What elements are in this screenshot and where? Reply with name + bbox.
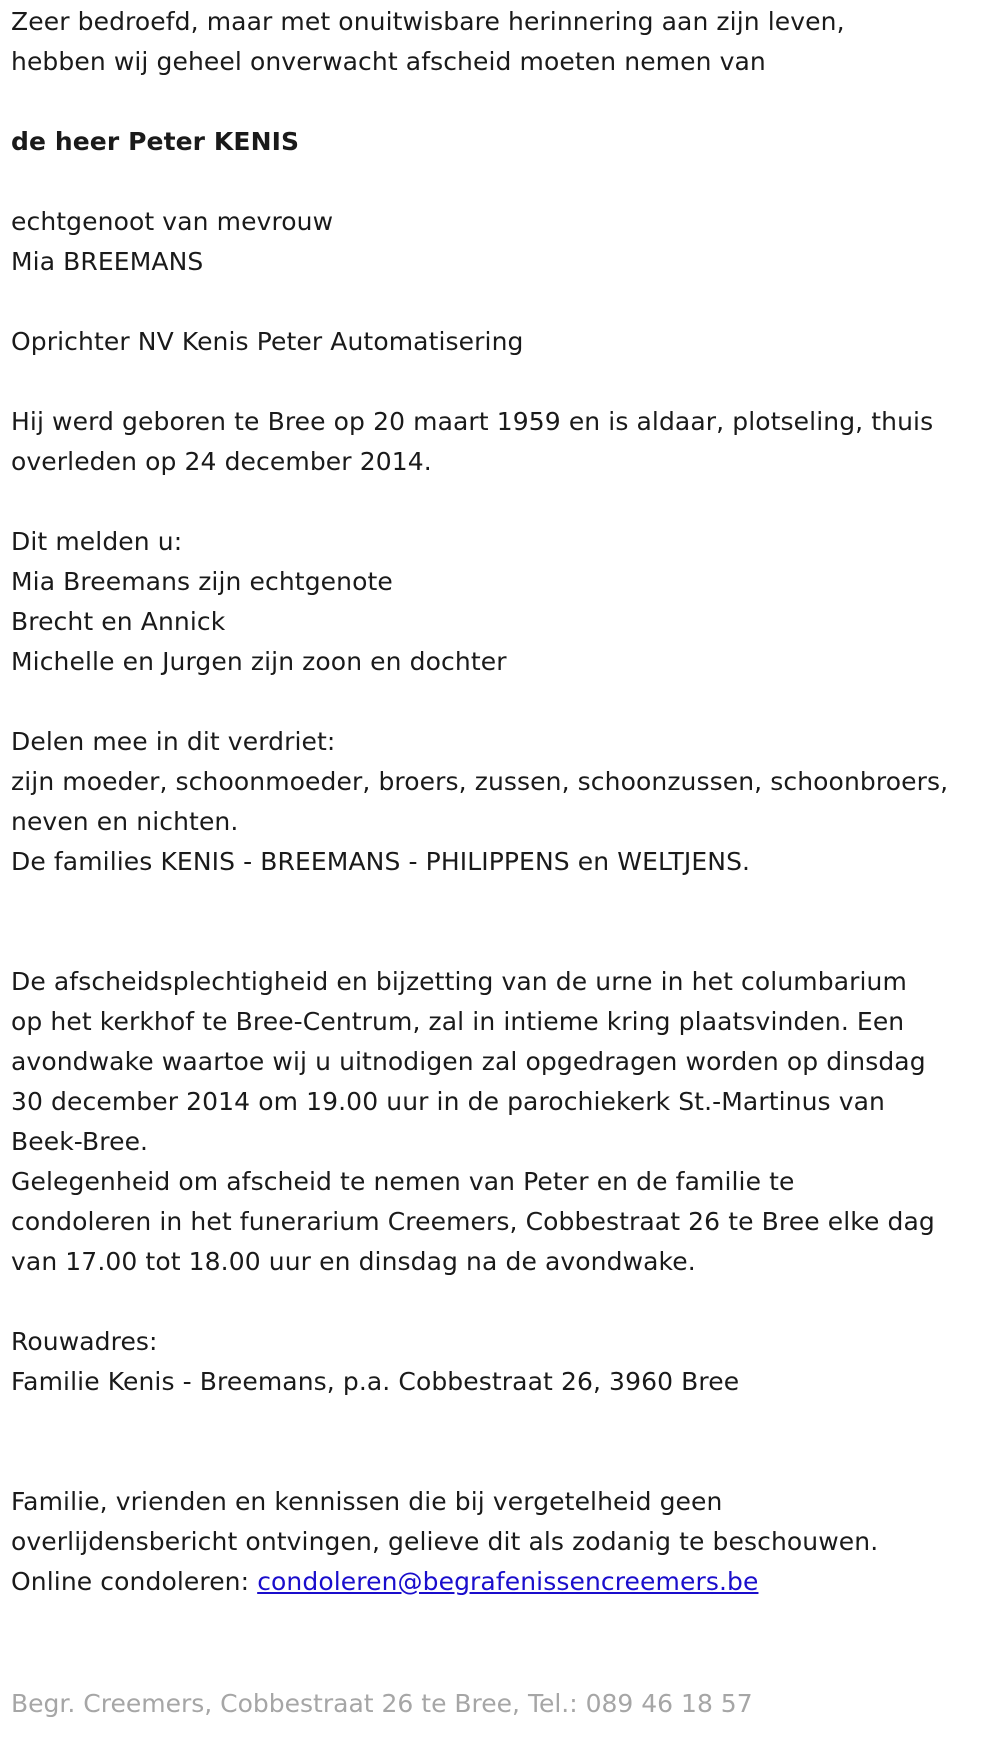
ceremony-line: 30 december 2014 om 19.00 uur in de parochiekerk St.-Martinus van (11, 1087, 885, 1116)
sharing-line: neven en nichten. (11, 807, 239, 836)
spacer (11, 682, 990, 722)
ceremony-line: op het kerkhof te Bree-Centrum, zal in intieme kring plaatsvinden. Een (11, 1007, 905, 1036)
intro-line-2: hebben wij geheel onverwacht afscheid moeten nemen van (11, 47, 766, 76)
ceremony-line: condoleren in het funerarium Creemers, Cobbestraat 26 te Bree elke dag (11, 1207, 935, 1236)
condolence-label: Online condoleren: (11, 1567, 258, 1596)
mourning-address-heading: Rouwadres: (11, 1327, 158, 1356)
intro-line-1: Zeer bedroefd, maar met onuitwisbare herinnering aan zijn leven, (11, 7, 845, 36)
closing-line-1: Familie, vrienden en kennissen die bij vergetelheid geen (11, 1487, 723, 1516)
sharing-line: De families KENIS - BREEMANS - PHILIPPENS en WELTJENS. (11, 847, 751, 876)
closing-line-2: overlijdensbericht ontvingen, gelieve dit als zodanig te beschouwen. (11, 1527, 879, 1556)
sharing-line: zijn moeder, schoonmoeder, broers, zussen, schoonzussen, schoonbroers, (11, 767, 949, 796)
spacer (11, 362, 990, 402)
occupation: Oprichter NV Kenis Peter Automatisering (11, 327, 524, 356)
sharing-heading: Delen mee in dit verdriet: (11, 727, 336, 756)
mourning-address: Familie Kenis - Breemans, p.a. Cobbestraat 26, 3960 Bree (11, 1367, 740, 1396)
announcer-line: Mia Breemans zijn echtgenote (11, 567, 393, 596)
spacer (11, 82, 990, 122)
life-line-2: overleden op 24 december 2014. (11, 447, 432, 476)
condolence-email-link[interactable]: condoleren@begrafenissencreemers.be (257, 1567, 759, 1596)
spouse-line-2: Mia BREEMANS (11, 247, 204, 276)
spacer (11, 882, 990, 962)
spacer (11, 282, 990, 322)
condolence-line (11, 1562, 990, 1602)
spacer (11, 162, 990, 202)
footer-contact: Begr. Creemers, Cobbestraat 26 te Bree, Tel.: 089 46 18 57 (11, 1689, 753, 1718)
spacer (11, 1282, 990, 1322)
ceremony-line: Gelegenheid om afscheid te nemen van Peter en de familie te (11, 1167, 795, 1196)
deceased-name: de heer Peter KENIS (11, 127, 300, 156)
spacer (11, 1402, 990, 1482)
spouse-line-1: echtgenoot van mevrouw (11, 207, 334, 236)
ceremony-line: De afscheidsplechtigheid en bijzetting van de urne in het columbarium (11, 967, 907, 996)
ceremony-line: Beek-Bree. (11, 1127, 149, 1156)
ceremony-line: avondwake waartoe wij u uitnodigen zal opgedragen worden op dinsdag (11, 1047, 926, 1076)
life-line-1: Hij werd geboren te Bree op 20 maart 1959 en is aldaar, plotseling, thuis (11, 407, 934, 436)
announcers-heading: Dit melden u: (11, 527, 183, 556)
announcer-line: Brecht en Annick (11, 607, 226, 636)
announcer-line: Michelle en Jurgen zijn zoon en dochter (11, 647, 507, 676)
ceremony-line: van 17.00 tot 18.00 uur en dinsdag na de avondwake. (11, 1247, 696, 1276)
spacer (11, 482, 990, 522)
